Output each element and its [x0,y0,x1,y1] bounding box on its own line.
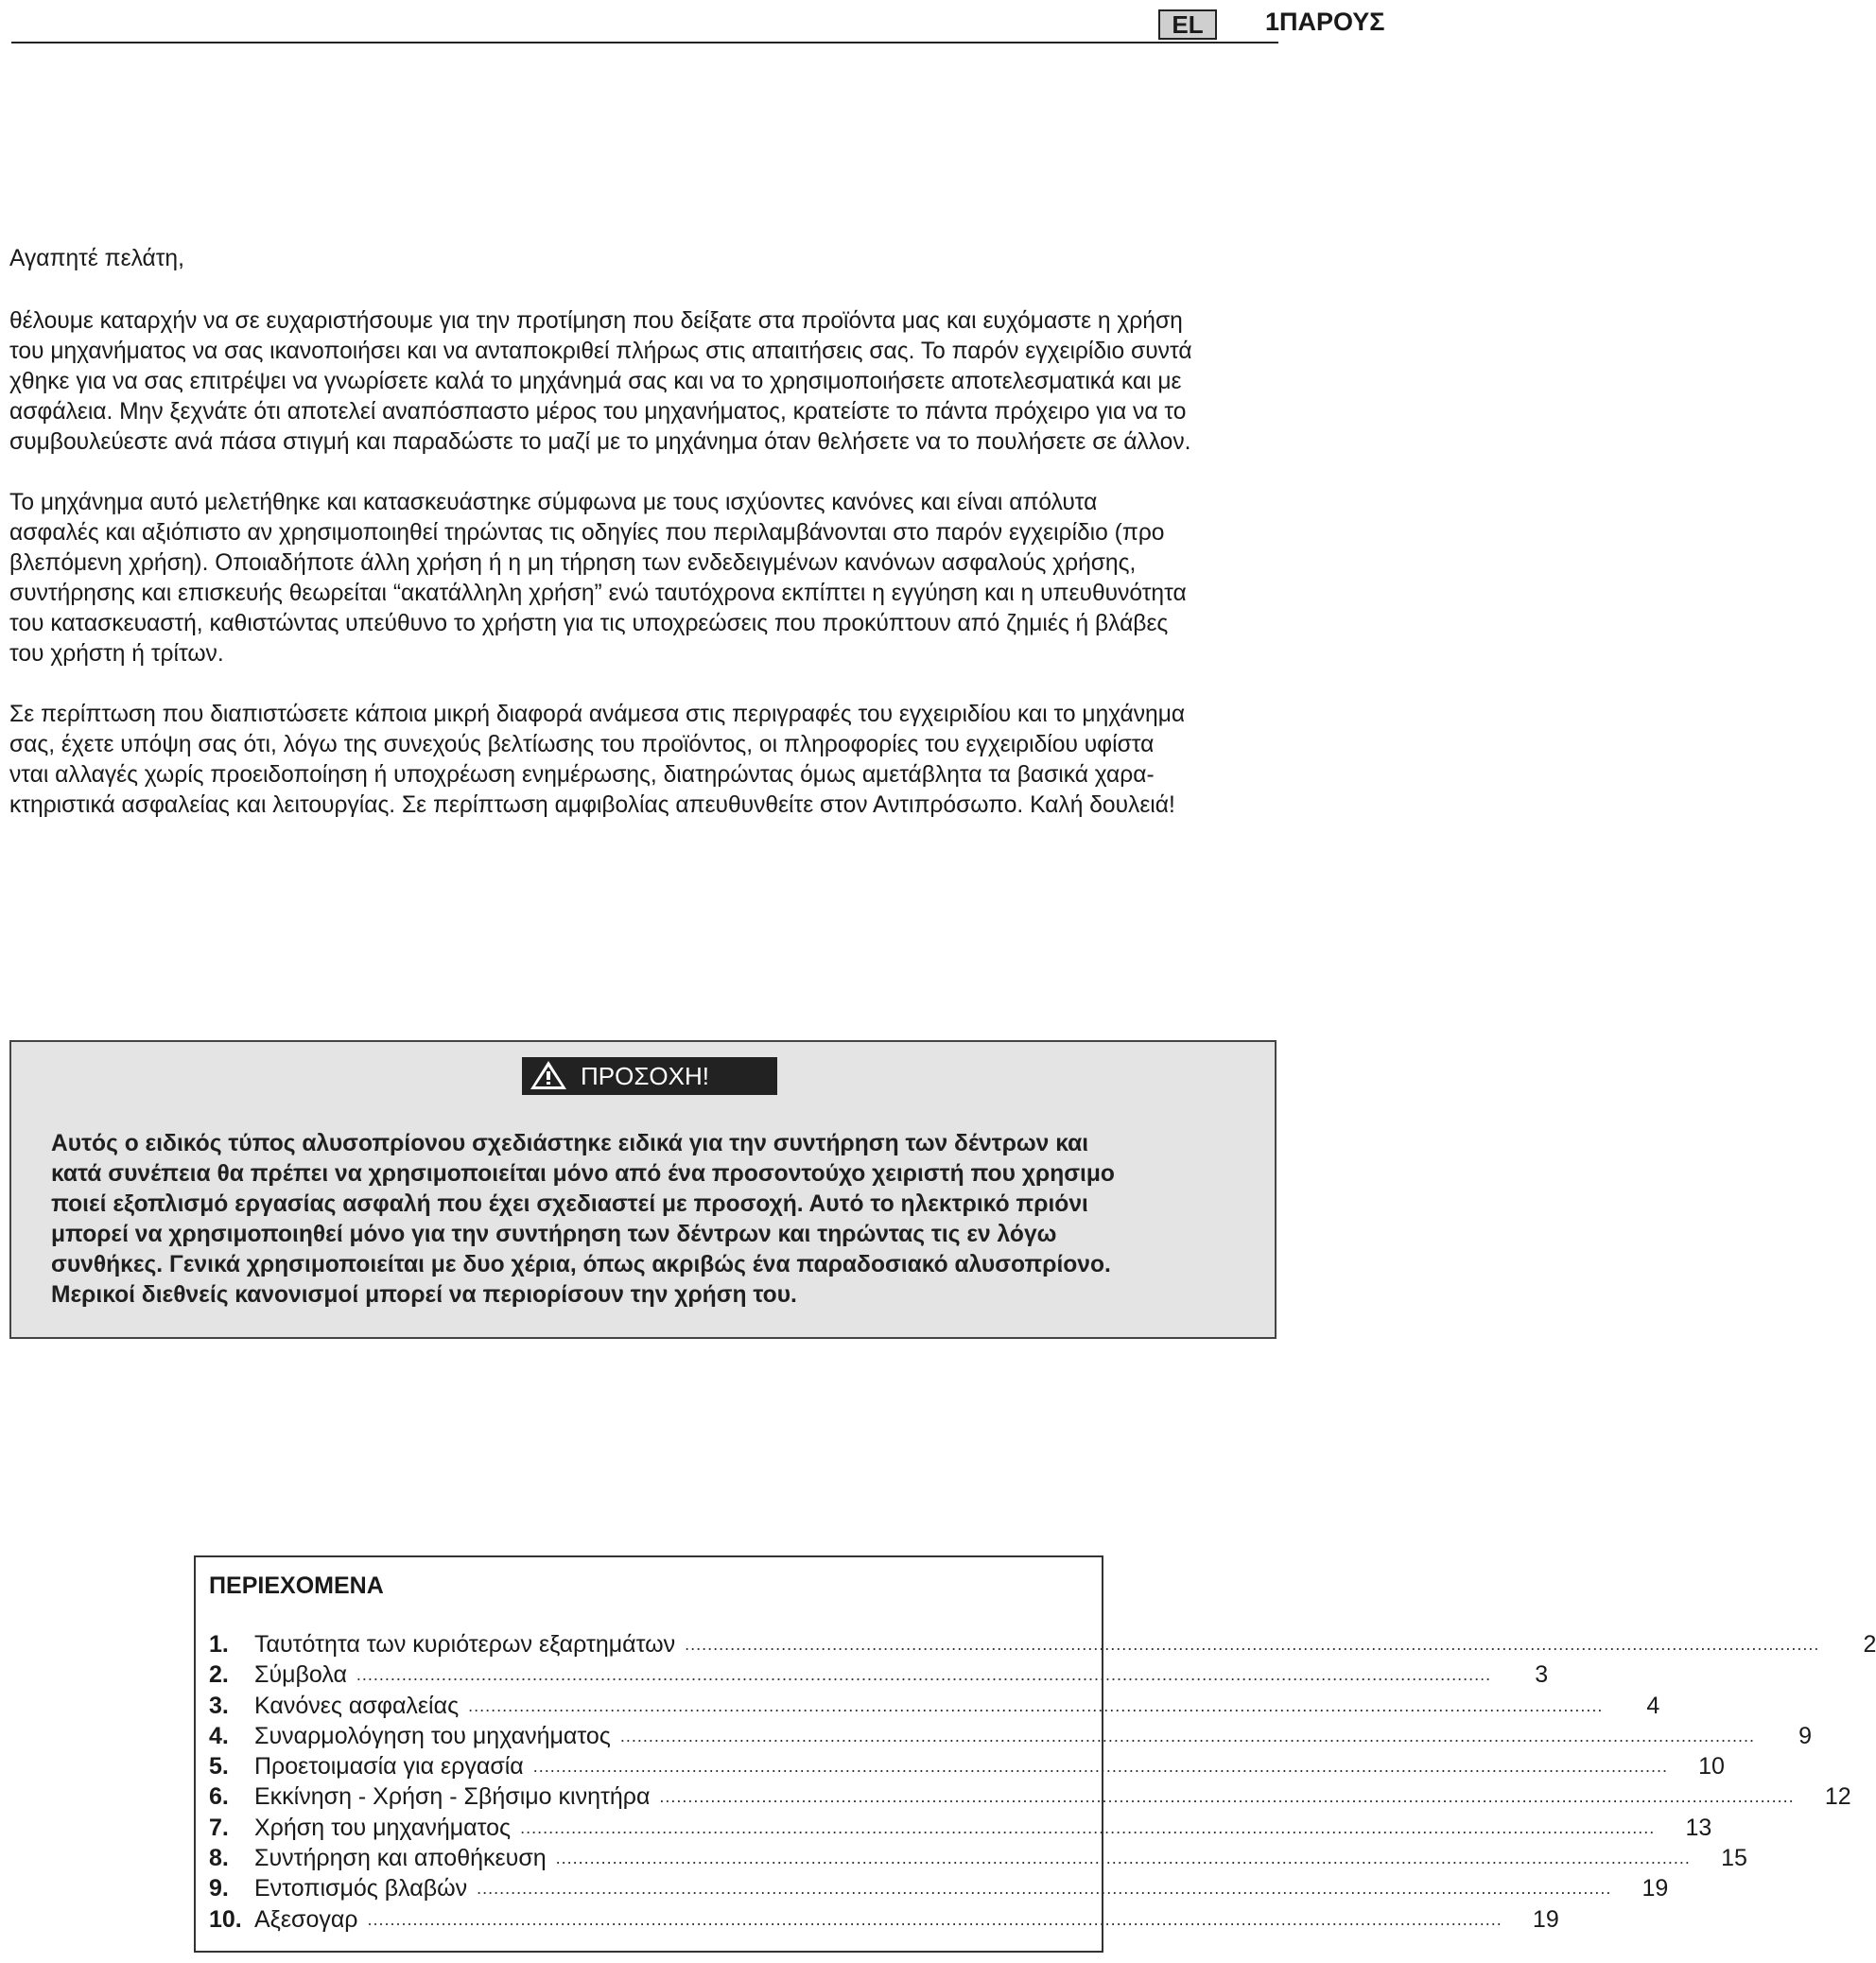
toc-item-number: 2. [209,1661,229,1689]
toc-item[interactable] [209,1631,1876,1661]
toc-item-page: 9 [1798,1722,1813,1749]
toc-item-page: 2 [1863,1631,1876,1658]
text-line: συντήρησης και επισκευής θεωρείται “ακατάλληλη χρήση” ενώ ταυτόχρονα εκπίπτει η εγγύηση και η υπευθυνότητα [9,581,1187,606]
toc-item-number: 4. [209,1722,229,1749]
toc-item[interactable] [209,1814,1712,1845]
intro-paragraph-2 [9,488,1333,669]
text-line: συμβουλεύεστε ανά πάσα στιγμή και παραδώστε το μαζί με το μηχάνημα όταν θελήσετε να το πουλήσετε σε άλλον. [9,429,1191,455]
text-line: ασφάλεια. Μην ξεχνάτε ότι αποτελεί αναπόσπαστο μέρος του μηχανήματος, κρατείστε το πάντα πρόχειρο για να το [9,399,1187,425]
toc-title: ΠΕΡΙΕΧΟΜΕΝΑ [209,1572,384,1599]
toc-leader-dots: ........................................................................................................................................................................................................ [520,1817,1656,1837]
warning-line: Αυτός ο ειδικός τύπος αλυσοπρίονου σχεδιάστηκε ειδικά για την συντήρηση των δέντρων και [51,1131,1089,1156]
toc-item[interactable] [209,1845,1747,1875]
warning-line: συνθήκες. Γενικά χρησιμοποιείται με δυο χέρια, όπως ακριβώς ένα παραδοσιακό αλυσοπρίονο. [51,1252,1111,1277]
text-line: σας, έχετε υπόψη σας ότι, λόγω της συνεχούς βελτίωσης του προϊόντος, οι πληροφορίες του εγχειριδίου υφίστα [9,732,1155,757]
toc-leader-dots: ........................................................................................................................................................................................................ [619,1726,1756,1746]
toc-item-page: 3 [1535,1661,1549,1689]
text-line: Σε περίπτωση που διαπιστώσετε κάποια μικρή διαφορά ανάμεσα στις περιγραφές του εγχειριδίου και το μηχάνημα [9,702,1186,727]
warning-title: ΠΡΟΣΟΧΗ! [581,1062,709,1090]
toc-item-number: 10. [209,1905,242,1933]
text-line: ασφαλές και αξιόπιστο αν χρησιμοποιηθεί τηρώντας τις οδηγίες που περιλαμβάνονται στο παρόν εγχειρίδιο (προ [9,520,1165,546]
greeting: Αγαπητέ πελάτη, [9,246,184,271]
toc-item-label: Χρήση του μηχανήματος [254,1814,512,1841]
text-line: του κατασκευαστή, καθιστώντας υπεύθυνο το χρήστη για τις υποχρεώσεις που προκύπτουν από ζημιές ή βλάβες [9,611,1169,636]
text-line: θέλουμε καταρχήν να σε ευχαριστήσουμε για την προτίμηση που δείξατε στα προϊόντα μας και ευχόμαστε η χρήση [9,308,1183,334]
text-line: του χρήστη ή τρίτων. [9,641,224,667]
toc-item-label: Σύμβολα [254,1661,347,1689]
toc-item[interactable] [209,1692,1660,1723]
toc-list [209,1631,1876,1937]
text-line: Το μηχάνημα αυτό μελετήθηκε και κατασκευάστηκε σύμφωνα με τους ισχύοντες κανόνες και είναι απόλυτα [9,490,1098,515]
toc-item-page: 12 [1824,1783,1851,1811]
toc-item-number: 5. [209,1753,229,1781]
toc-item-number: 1. [209,1631,229,1658]
toc-item-number: 7. [209,1814,229,1841]
header-rule [11,42,1278,43]
toc-leader-dots: ........................................................................................................................................................................................................ [367,1909,1503,1929]
warning-title-bar [522,1057,777,1095]
toc-item-label: Κανόνες ασφαλείας [254,1692,460,1719]
toc-item-page: 10 [1698,1753,1725,1781]
toc-item[interactable] [209,1905,1559,1937]
toc-item-page: 19 [1642,1875,1669,1902]
warning-triangle-icon [530,1060,567,1090]
toc-item-page: 13 [1685,1814,1712,1841]
toc-item-label: Ταυτότητα των κυριότερων εξαρτημάτων [254,1631,676,1658]
toc-leader-dots: ........................................................................................................................................................................................................ [356,1665,1492,1685]
intro-paragraph-1 [9,306,1333,458]
toc-item-number: 9. [209,1875,229,1902]
warning-line: ποιεί εξοπλισμό εργασίας ασφαλή που έχει σχεδιαστεί με προσοχή. Αυτό το ηλεκτρικό πριόνι [51,1191,1088,1217]
text-line: του μηχανήματος να σας ικανοποιήσει και να ανταποκριθεί πλήρως στις απαιτήσεις σας. Το παρόν εγχειρίδιο συντά [9,339,1192,364]
toc-item-label: Συντήρηση και αποθήκευση [254,1845,547,1872]
text-line: νται αλλαγές χωρίς προειδοποίηση ή υποχρέωση ενημέρωσης, διατηρώντας όμως αμετάβλητα τα βασικά χαρα- [9,762,1155,788]
text-line: κτηριστικά ασφαλείας και λειτουργίας. Σε περίπτωση αμφιβολίας απευθυνθείτε στον Αντιπρόσωπο. Καλή δουλειά! [9,792,1175,818]
toc-item[interactable] [209,1722,1813,1753]
warning-text [51,1129,1271,1311]
toc-leader-dots: ........................................................................................................................................................................................................ [685,1635,1820,1654]
toc-item-page: 19 [1532,1905,1559,1933]
language-badge: EL [1158,9,1217,40]
toc-item[interactable] [209,1875,1669,1905]
toc-item-page: 4 [1646,1692,1660,1719]
text-line: χθηκε για να σας επιτρέψει να γνωρίσετε καλά το μηχάνημά σας και να το χρησιμοποιήσετε αποτελεσματικά και με [9,369,1182,394]
toc-item[interactable] [209,1783,1851,1814]
intro-section [9,244,1333,851]
toc-item-number: 3. [209,1692,229,1719]
text-line: βλεπόμενη χρήση). Οποιαδήποτε άλλη χρήση ή η μη τήρηση των ενδεδειγμένων κανόνων ασφαλούς χρήσης, [9,550,1137,576]
toc-item[interactable] [209,1661,1549,1692]
toc-item-number: 8. [209,1845,229,1872]
toc-item-label: Εντοπισμός βλαβών [254,1875,468,1902]
toc-leader-dots: ........................................................................................................................................................................................................ [659,1787,1795,1807]
toc-item-page: 15 [1721,1845,1747,1872]
toc-leader-dots: ........................................................................................................................................................................................................ [532,1757,1668,1777]
warning-line: κατά συνέπεια θα πρέπει να χρησιμοποιείται μόνο από ένα προσοντούχο χειριστή που χρησιμο [51,1161,1115,1187]
toc-leader-dots: ........................................................................................................................................................................................................ [468,1695,1604,1715]
toc-leader-dots: ........................................................................................................................................................................................................ [477,1879,1612,1899]
toc-item-label: Προετοιμασία για εργασία [254,1753,524,1781]
warning-line: Μερικοί διεθνείς κανονισμοί μπορεί να περιορίσουν την χρήση του. [51,1282,797,1308]
table-of-contents [194,1555,1876,1953]
intro-paragraph-3 [9,700,1333,821]
warning-box [9,1040,1277,1339]
warning-line: μπορεί να χρησιμοποιηθεί μόνο για την συντήρηση των δέντρων και τηρώντας τις εν λόγω [51,1222,1057,1247]
toc-item-label: Αξεσογαρ [254,1905,358,1933]
toc-item-label: Συναρμολόγηση του μηχανήματος [254,1722,611,1749]
toc-item-number: 6. [209,1783,229,1811]
toc-item[interactable] [209,1753,1725,1783]
toc-leader-dots: ........................................................................................................................................................................................................ [555,1849,1691,1868]
page-label: 1ΠΑΡΟΥΣ [1265,8,1385,36]
toc-item-label: Εκκίνηση - Χρήση - Σβήσιμο κινητήρα [254,1783,651,1811]
